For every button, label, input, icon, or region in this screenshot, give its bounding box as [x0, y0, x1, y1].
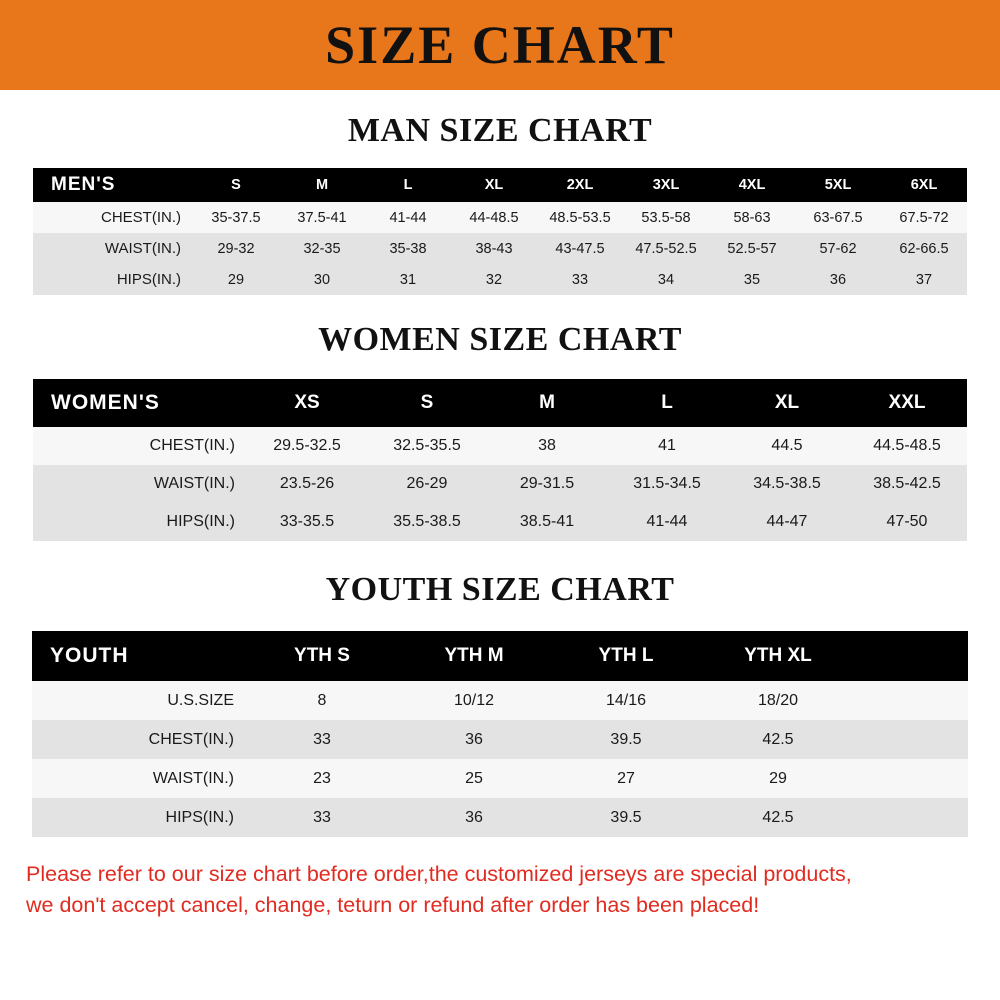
men-header-l: L	[365, 168, 451, 202]
women-waist-xl: 34.5-38.5	[727, 465, 847, 503]
men-hips-m: 30	[279, 264, 365, 295]
women-chest-s: 32.5-35.5	[367, 427, 487, 465]
men-hips-2xl: 33	[537, 264, 623, 295]
men-header-2xl: 2XL	[537, 168, 623, 202]
women-hips-xl: 44-47	[727, 503, 847, 541]
table-row	[33, 503, 967, 541]
women-waist-l: 31.5-34.5	[607, 465, 727, 503]
youth-header-spacer	[854, 631, 968, 681]
youth-size-table	[32, 631, 968, 837]
men-size-table	[33, 168, 967, 295]
women-header-label: WOMEN'S	[33, 379, 247, 427]
men-header-3xl: 3XL	[623, 168, 709, 202]
men-hips-3xl: 34	[623, 264, 709, 295]
women-header-xl: XL	[727, 379, 847, 427]
youth-row-label-ussize: U.S.SIZE	[32, 681, 246, 720]
youth-hips-l: 39.5	[550, 798, 702, 837]
women-chest-m: 38	[487, 427, 607, 465]
women-chest-l: 41	[607, 427, 727, 465]
men-chest-6xl: 67.5-72	[881, 202, 967, 233]
youth-ussize-s: 8	[246, 681, 398, 720]
women-hips-m: 38.5-41	[487, 503, 607, 541]
men-chest-s: 35-37.5	[193, 202, 279, 233]
men-hips-4xl: 35	[709, 264, 795, 295]
table-row	[33, 465, 967, 503]
men-waist-s: 29-32	[193, 233, 279, 264]
men-chest-xl: 44-48.5	[451, 202, 537, 233]
youth-chest-l: 39.5	[550, 720, 702, 759]
men-header-4xl: 4XL	[709, 168, 795, 202]
women-hips-l: 41-44	[607, 503, 727, 541]
table-row	[33, 427, 967, 465]
men-waist-l: 35-38	[365, 233, 451, 264]
women-waist-xs: 23.5-26	[247, 465, 367, 503]
youth-waist-m: 25	[398, 759, 550, 798]
youth-ussize-xl: 18/20	[702, 681, 854, 720]
men-waist-2xl: 43-47.5	[537, 233, 623, 264]
youth-section-title: YOUTH SIZE CHART	[325, 571, 675, 608]
table-row	[33, 233, 967, 264]
men-section-title: MAN SIZE CHART	[347, 112, 653, 149]
men-waist-5xl: 57-62	[795, 233, 881, 264]
youth-header-yth-xl: YTH XL	[702, 631, 854, 681]
table-header-row	[33, 379, 967, 427]
youth-hips-xl: 42.5	[702, 798, 854, 837]
youth-header-yth-s: YTH S	[246, 631, 398, 681]
youth-row-label-waist: WAIST(IN.)	[32, 759, 246, 798]
men-row-label-chest: CHEST(IN.)	[33, 202, 193, 233]
men-chest-5xl: 63-67.5	[795, 202, 881, 233]
women-chest-xl: 44.5	[727, 427, 847, 465]
page-title: SIZE CHART	[325, 15, 675, 75]
men-chest-4xl: 58-63	[709, 202, 795, 233]
youth-waist-spacer	[854, 759, 968, 798]
men-hips-xl: 32	[451, 264, 537, 295]
women-hips-xs: 33-35.5	[247, 503, 367, 541]
youth-waist-xl: 29	[702, 759, 854, 798]
men-chest-2xl: 48.5-53.5	[537, 202, 623, 233]
youth-chest-xl: 42.5	[702, 720, 854, 759]
men-hips-5xl: 36	[795, 264, 881, 295]
men-waist-xl: 38-43	[451, 233, 537, 264]
youth-header-yth-l: YTH L	[550, 631, 702, 681]
women-chest-xxl: 44.5-48.5	[847, 427, 967, 465]
table-row	[33, 202, 967, 233]
women-row-label-waist: WAIST(IN.)	[33, 465, 247, 503]
men-header-label: MEN'S	[33, 168, 193, 202]
women-row-label-chest: CHEST(IN.)	[33, 427, 247, 465]
men-waist-m: 32-35	[279, 233, 365, 264]
header-banner	[0, 0, 1000, 90]
men-header-5xl: 5XL	[795, 168, 881, 202]
youth-header-yth-m: YTH M	[398, 631, 550, 681]
men-hips-s: 29	[193, 264, 279, 295]
women-row-label-hips: HIPS(IN.)	[33, 503, 247, 541]
table-header-row	[32, 631, 968, 681]
table-row	[32, 798, 968, 837]
men-hips-l: 31	[365, 264, 451, 295]
youth-waist-s: 23	[246, 759, 398, 798]
men-chest-3xl: 53.5-58	[623, 202, 709, 233]
table-row	[32, 759, 968, 798]
table-row	[32, 681, 968, 720]
footer-note-line-2: we don't accept cancel, change, teturn or refund after order has been placed!	[26, 893, 760, 918]
youth-chest-m: 36	[398, 720, 550, 759]
men-waist-3xl: 47.5-52.5	[623, 233, 709, 264]
women-waist-s: 26-29	[367, 465, 487, 503]
women-waist-xxl: 38.5-42.5	[847, 465, 967, 503]
youth-chest-spacer	[854, 720, 968, 759]
women-section-title: WOMEN SIZE CHART	[318, 321, 682, 358]
men-chest-m: 37.5-41	[279, 202, 365, 233]
youth-ussize-spacer	[854, 681, 968, 720]
youth-ussize-m: 10/12	[398, 681, 550, 720]
youth-ussize-l: 14/16	[550, 681, 702, 720]
men-row-label-waist: WAIST(IN.)	[33, 233, 193, 264]
men-header-m: M	[279, 168, 365, 202]
youth-hips-s: 33	[246, 798, 398, 837]
men-header-6xl: 6XL	[881, 168, 967, 202]
women-hips-xxl: 47-50	[847, 503, 967, 541]
women-size-table	[33, 379, 967, 541]
women-header-xxl: XXL	[847, 379, 967, 427]
youth-hips-spacer	[854, 798, 968, 837]
men-hips-6xl: 37	[881, 264, 967, 295]
youth-header-label: YOUTH	[32, 631, 246, 681]
footer-note	[0, 859, 1000, 921]
youth-chest-s: 33	[246, 720, 398, 759]
men-waist-6xl: 62-66.5	[881, 233, 967, 264]
women-header-l: L	[607, 379, 727, 427]
women-header-xs: XS	[247, 379, 367, 427]
women-chest-xs: 29.5-32.5	[247, 427, 367, 465]
youth-waist-l: 27	[550, 759, 702, 798]
table-row	[32, 720, 968, 759]
men-header-xl: XL	[451, 168, 537, 202]
footer-note-line-1: Please refer to our size chart before order,the customized jerseys are special products,	[26, 862, 852, 886]
women-header-s: S	[367, 379, 487, 427]
women-hips-s: 35.5-38.5	[367, 503, 487, 541]
women-header-m: M	[487, 379, 607, 427]
men-chest-l: 41-44	[365, 202, 451, 233]
youth-row-label-chest: CHEST(IN.)	[32, 720, 246, 759]
table-row	[33, 264, 967, 295]
youth-row-label-hips: HIPS(IN.)	[32, 798, 246, 837]
table-header-row	[33, 168, 967, 202]
men-row-label-hips: HIPS(IN.)	[33, 264, 193, 295]
youth-hips-m: 36	[398, 798, 550, 837]
men-header-s: S	[193, 168, 279, 202]
women-waist-m: 29-31.5	[487, 465, 607, 503]
men-waist-4xl: 52.5-57	[709, 233, 795, 264]
